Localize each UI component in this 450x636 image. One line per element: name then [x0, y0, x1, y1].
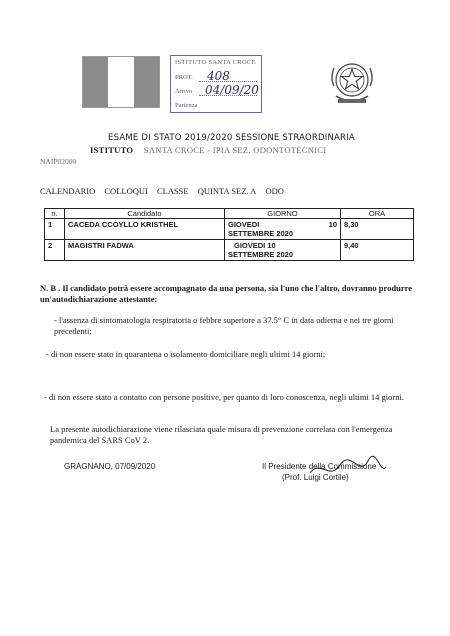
giorno-month: SETTEMBRE 2020	[228, 250, 294, 259]
signer-title: Il Presidente della Commissione	[262, 462, 377, 471]
place-date: GRAGNANO, 07/09/2020	[64, 462, 156, 471]
institute-code: NAIP02000	[40, 157, 77, 166]
cell-ora: 8,30	[341, 219, 414, 240]
nota-bene: N. B . Il candidato potrà essere accompagnato da una persona, sia l'uno che l'altro, dovranno produrre un'autodichiarazione attestante:	[40, 283, 412, 304]
table-row	[45, 240, 414, 261]
cell-candidato: MAGISTRI FADWA	[65, 240, 225, 261]
table-row	[45, 219, 414, 240]
cell-n: 2	[45, 240, 65, 261]
giorno-day: GIOVEDI	[228, 220, 260, 229]
stamp-prot-value: 408	[207, 69, 230, 83]
stamp-out-label: Partenza	[175, 102, 198, 109]
stamp-date-label: Arrivo	[175, 88, 193, 95]
cell-giorno	[225, 219, 341, 240]
cell-giorno	[225, 240, 341, 261]
cell-n: 1	[45, 219, 65, 240]
institute-name: SANTA CROCE - IPIA SEZ. ODONTOTECNICI	[143, 145, 327, 155]
col-header-giorno: GIORNO	[225, 209, 341, 219]
requirement-1: - l'assenza di sintomatologia respiratoria o febbre superiore a 37.5° C in data odierna e nei tre giorni precedenti;	[54, 315, 394, 336]
table-header-row	[45, 209, 414, 219]
giorno-num: 10	[328, 220, 337, 229]
col-header-ora: ORA	[341, 209, 414, 219]
italian-flag-logo	[82, 56, 160, 108]
calendar-word: COLLOQUI	[104, 186, 148, 196]
giorno-day: GIOVEDI 10	[234, 241, 276, 250]
col-header-n: n.	[45, 209, 65, 219]
protocol-stamp	[170, 55, 262, 113]
requirement-3: - di non essere stato a contatto con persone positive, per quanto di loro conoscenza, negli ultimi 14 giorni.	[44, 392, 404, 402]
institute-label: ISTITUTO	[90, 145, 134, 155]
cell-ora: 9,40	[341, 240, 414, 261]
signer-name: (Prof. Luigi Cortile)	[282, 473, 349, 482]
schedule-table	[44, 208, 414, 261]
calendar-word: CALENDARIO	[40, 186, 96, 196]
calendar-line	[40, 186, 291, 196]
giorno-month: SETTEMBRE 2020	[228, 229, 294, 238]
stamp-prot-label: PROT.	[175, 74, 193, 81]
italian-republic-emblem	[326, 56, 378, 110]
stamp-institute: ISTITUTO SANTA CROCE	[175, 59, 256, 66]
cell-candidato: CACEDA CCOYLLO KRISTHEL	[65, 219, 225, 240]
institute-line	[90, 145, 326, 155]
exam-title: ESAME DI STATO 2019/2020 SESSIONE STRAORDINARIA	[108, 133, 355, 143]
col-header-candidato: Candidato	[65, 209, 225, 219]
calendar-word: CLASSE	[156, 186, 189, 196]
requirement-2: - di non essere stato in quarantena o isolamento domiciliare negli ultimi 14 giorni;	[46, 349, 326, 359]
stamp-date-value: 04/09/20	[205, 83, 259, 97]
closing-paragraph: La presente autodichiarazione viene rilasciata quale misura di prevenzione correlata con l'emergenza pandemica del SARS CoV 2.	[50, 424, 393, 445]
calendar-word: QUINTA SEZ. A	[197, 186, 257, 196]
calendar-word: ODO	[265, 186, 284, 196]
